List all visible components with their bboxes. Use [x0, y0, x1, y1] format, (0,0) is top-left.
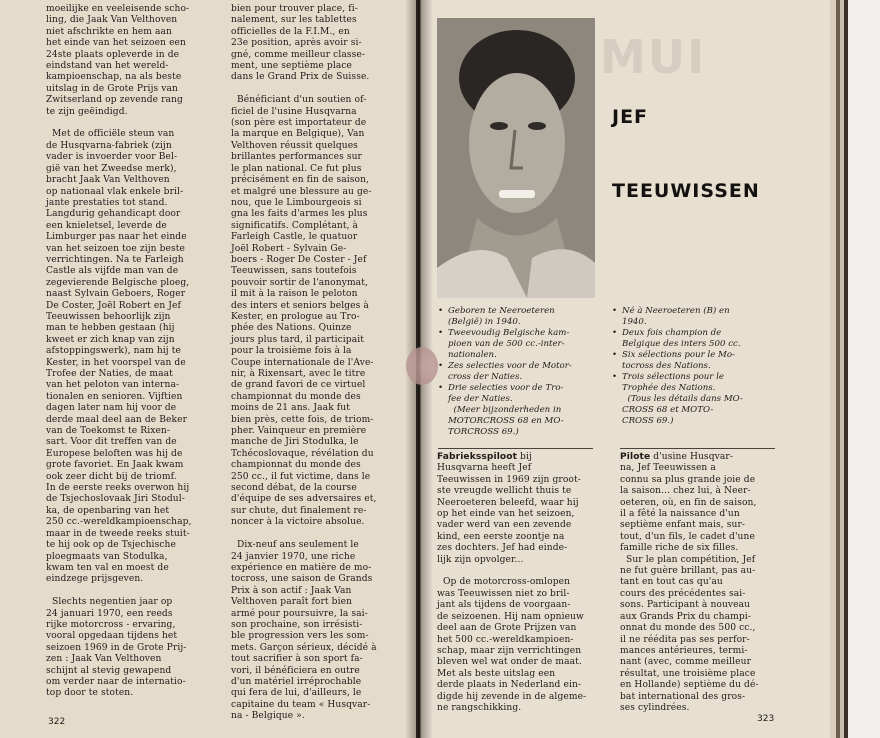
left-column-french: bien pour trouver place, fi- nalement, sur les tablettes officielles de la F.I.M., en 23e position, après avoir si- gné, comme meilleur classe- ment, une septième place dans le Grand Prix de Suisse. Bénéficiant d'un soutien of- ficiel de l'usine Husqvarna (son père est importateur de la marque en Belgique), Van Velthoven réussit quelques brillantes performances sur le plan national. Ce fut plus précisément en fin de saison, et malgré une blessure au ge- nou, que le Limbourgeois si gna les faits d'armes les plus significatifs. Complétant, à Farleigh Castle, le quatuor Joël Robert - Sylvain Ge- boers - Roger De Coster - Jef Teeuwissen, sans toutefois pouvoir sortir de l'anonymat, il mit à la raison le peloton des inters et seniors belges à Kester, en prologue au Tro- phée des Nations. Quinze jours plus tard, il participait pour la troisième fois à la Coupe internationale de l'Ave- nir, à Rixensart, avec le titre de grand favori de ce virtuel championnat du monde des moins de 21 ans. Jaak fut bien près, cette fois, de triom- pher. Vainqueur en première manche de Jiri Stodulka, le Tchécoslovaque, révélation du championnat du monde des 250 cc., il fut victime, dans le second débat, de la course d'équipe de ses adversaires et, sur chute, dut finalement re- noncer à la victoire absolue. Dix-neuf ans seulement le 24 janvier 1970, une riche expérience en matière de mo- tocross, une saison de Grands Prix à son actif : Jaak Van Velthoven paraît fort bien armé pour poursuivre, la sai- son prochaine, son irrésisti- ble progression vers les som- mets. Garçon sérieux, décidé à tout sacrifier à son sport fa- vori, il bénéficiera en outre d'un matériel irréprochable qui fera de lui, d'ailleurs, le capitaine du team « Husqvar- na - Belgique ». [231, 4, 377, 722]
page-edge-strip [830, 0, 880, 738]
left-column-dutch: moeilijke en veeleisende scho- ling, die Jaak Van Velthoven niet afschrikte en hem aan het einde van het seizoen een 24ste plaats opleverde in de eindstand van het wereld- kampioenschap, na als beste uitslag in de Grote Prijs van Zwitserland op zevende rang te zijn geëindigd. Met de officiële steun van de Husqvarna-fabriek (zijn vader is invoerder voor Bel- gië van het Zweedse merk), bracht Jaak Van Velthoven op nationaal vlak enkele bril- jante prestaties tot stand. Langdurig gehandicapt door een knieletsel, leverde de Limburger pas naar het einde van het seizoen toe zijn beste verrichtingen. Na te Farleigh Castle als vijfde man van de zegevierende Belgische ploeg, naast Sylvain Geboers, Roger De Coster, Joël Robert en Jef Teeuwissen behoorlijk zijn man te hebben gestaan (hij kweet er zich knap van zijn afstoppingswerk), nam hij te Kester, in het voorspel van de Trofee der Naties, de maat van het peloton van interna- tionalen en senioren. Vijftien dagen later nam hij voor de derde maal deel aan de Beker van de Toekomst te Rixen- sart. Voor dit treffen van de Europese beloften was hij de grote favoriet. En Jaak kwam ook zeer dicht bij de triomf. In de eerste reeks overwon hij de Tsjechoslovaak Jiri Stodul- ka, de openbaring van het 250 cc.-wereldkampioenschap, maar in de tweede reeks stuit- te hij ook op de Tsjechische ploegmaats van Stodulka, kwam ten val en moest de eindzege prijsgeven. Slechts negentien jaar op 24 januari 1970, een reeds rijke motorcross - ervaring, vooral opgedaan tijdens het seizoen 1969 in de Grote Prij- zen : Jaak Van Velthoven schijnt al stevig gewapend om verder naar de internatio- top door te stoten. [46, 4, 192, 699]
fact-item: • Tweevoudig Belgische kam- pioen van de 500 cc.-inter- nationalen. [438, 328, 570, 360]
french-lead-word: Pilote [620, 452, 651, 462]
left-page [0, 0, 416, 738]
article-title-last-name: TEEUWISSEN [612, 180, 760, 202]
fact-item: • Drie selecties voor de Tro- fee der Naties. (Meer bijzonderheden in MOTORCROSS 68 en MO- TORCROSS 69.) [438, 383, 564, 437]
fact-item: • Zes selecties voor de Motor- cross der Naties. [438, 361, 572, 382]
article-title-first-name: JEF [612, 106, 649, 128]
facts-list-dutch [438, 306, 598, 438]
article-body-french: Pilote d'usine Husqvar- na, Jef Teeuwissen a connu sa plus grande joie de la saison... chez lui, à Neer- oeteren, où, en fin de saison, il a fêté la naissance d'un septième enfant mais, sur- tout, d'un fils, le cadet d'une famille riche de six filles. Sur le plan compétition, Jef ne fut guère brillant, pas au- tant en tout cas qu'au cours des précédentes sai- sons. Participant à nouveau aux Grands Prix du champi- onnat du monde des 500 cc., il ne réédita pas ses perfor- mances antérieures, termi- nant (avec, comme meilleur résultat, une troisième place en Hollande) septième du dé- bat international des gros- ses cylindrées. [620, 452, 759, 713]
fact-item: • Trois sélections pour le Trophée des Nations. (Tous les détails dans MO- CROSS 68 et MOTO- CROSS 69.) [612, 372, 743, 426]
photo-background-print: MUI [600, 30, 707, 84]
portrait-illustration [437, 18, 595, 298]
section-divider [620, 448, 775, 449]
fact-item: • Né à Neeroeteren (B) en 1940. [612, 306, 730, 327]
left-page-number: 322 [48, 717, 66, 727]
section-divider [438, 448, 593, 449]
portrait-photo [437, 18, 595, 298]
library-stamp [406, 347, 438, 385]
fact-item: • Six sélections pour le Mo- tocross des Nations. [612, 350, 735, 371]
dutch-lead-word: Fabrieksspiloot [437, 452, 518, 462]
fact-item: • Geboren te Neeroeteren (België) in 1940. [438, 306, 555, 327]
fact-item: • Deux fois champion de Belgique des inters 500 cc. [612, 328, 741, 349]
article-body-dutch: Fabrieksspiloot bij Husqvarna heeft Jef Teeuwissen in 1969 zijn groot- ste vreugde wellicht thuis te Neeroeteren beleefd, waar hij op het einde van het seizoen, vader werd van een zevende kind, een eerste zoontje na zes dochters. Jef had einde- lijk zijn opvolger... Op de motorcross-omlopen was Teeuwissen niet zo bril- jant als tijdens de voorgaan- de seizoenen. Hij nam opnieuw deel aan de Grote Prijzen van het 500 cc.-wereldkampioen- schap, maar zijn verrichtingen bleven wel wat onder de maat. Met als beste uitslag een derde plaats in Nederland ein- digde hij zevende in de algeme- ne rangschikking. [437, 452, 587, 713]
right-page-number: 323 [757, 714, 775, 724]
facts-list-french [612, 306, 777, 427]
